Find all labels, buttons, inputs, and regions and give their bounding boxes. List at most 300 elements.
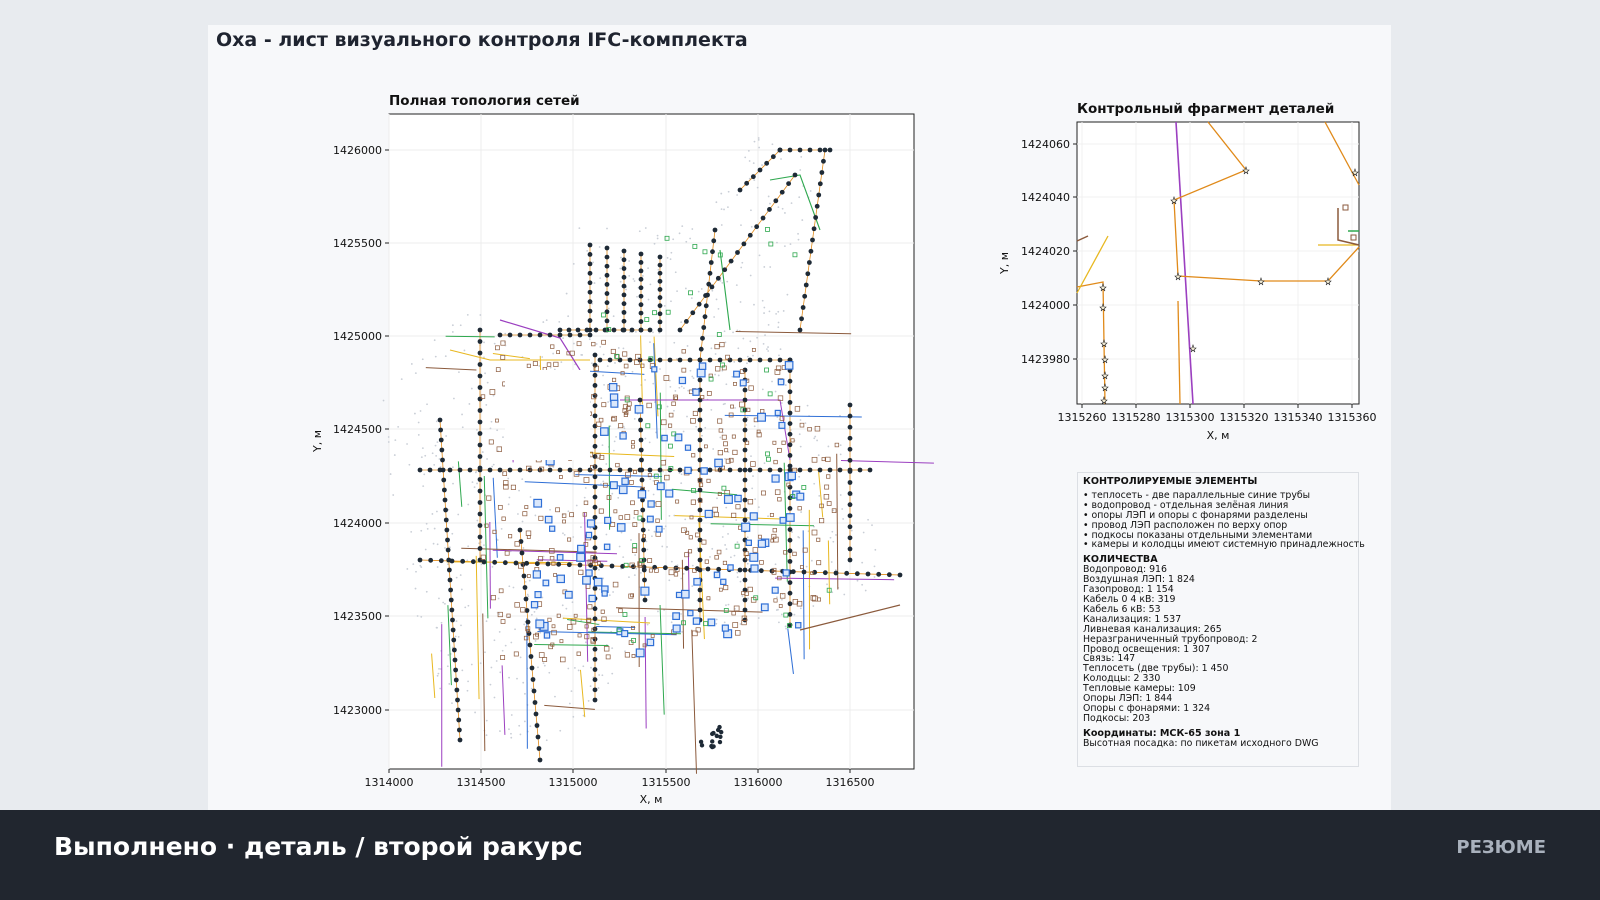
background-point bbox=[769, 203, 771, 205]
background-point bbox=[426, 403, 428, 405]
heat-chamber-marker bbox=[611, 400, 618, 407]
pole-marker bbox=[530, 666, 535, 671]
background-point bbox=[445, 355, 447, 357]
heat-chamber-marker bbox=[740, 380, 746, 386]
background-point bbox=[572, 601, 574, 603]
legend-panel bbox=[1077, 472, 1365, 767]
pole-marker bbox=[678, 358, 683, 363]
pole-marker bbox=[743, 468, 748, 473]
summary-badge[interactable]: РЕЗЮМЕ bbox=[1456, 837, 1546, 858]
background-point bbox=[458, 371, 460, 373]
pole-marker bbox=[678, 468, 683, 473]
background-point bbox=[578, 227, 580, 229]
background-point bbox=[611, 647, 613, 649]
pole-marker bbox=[708, 468, 713, 473]
pole-marker bbox=[567, 328, 572, 333]
background-point bbox=[494, 639, 496, 641]
background-point bbox=[435, 356, 437, 358]
background-point bbox=[529, 580, 531, 582]
background-point bbox=[423, 473, 425, 475]
pole-marker bbox=[703, 314, 708, 319]
pole-marker bbox=[788, 548, 793, 553]
heat-chamber-marker bbox=[796, 623, 801, 628]
background-point bbox=[758, 147, 760, 149]
background-point bbox=[676, 290, 678, 292]
heat-chamber-marker bbox=[682, 590, 689, 597]
pole-marker bbox=[638, 418, 643, 423]
pole-marker bbox=[639, 277, 644, 282]
heat-chamber-marker bbox=[543, 580, 549, 586]
background-point bbox=[534, 515, 536, 517]
pole-marker bbox=[858, 468, 863, 473]
pole-marker bbox=[593, 606, 598, 611]
heat-chamber-marker bbox=[734, 371, 740, 377]
pole-marker bbox=[593, 657, 598, 662]
background-point bbox=[548, 672, 550, 674]
background-point bbox=[438, 598, 440, 600]
background-point bbox=[586, 250, 588, 252]
pole-marker bbox=[876, 572, 881, 577]
background-point bbox=[394, 439, 396, 441]
background-point bbox=[467, 690, 469, 692]
background-point bbox=[401, 378, 403, 380]
background-point bbox=[510, 737, 512, 739]
background-point bbox=[840, 454, 842, 456]
background-point bbox=[758, 139, 760, 141]
background-point bbox=[621, 532, 623, 534]
background-point bbox=[668, 579, 670, 581]
background-point bbox=[424, 455, 426, 457]
background-point bbox=[812, 605, 814, 607]
heat-chamber-marker bbox=[544, 633, 549, 638]
pole-marker bbox=[698, 508, 703, 513]
background-point bbox=[606, 534, 608, 536]
background-point bbox=[754, 141, 756, 143]
background-point bbox=[521, 478, 523, 480]
pole-marker bbox=[778, 148, 783, 153]
background-point bbox=[600, 397, 602, 399]
background-point bbox=[776, 242, 778, 244]
background-point bbox=[483, 544, 485, 546]
background-point bbox=[652, 331, 654, 333]
background-point bbox=[791, 202, 793, 204]
pole-marker bbox=[821, 159, 826, 164]
heat-chamber-marker bbox=[666, 490, 673, 497]
pole-marker bbox=[778, 468, 783, 473]
background-point bbox=[724, 544, 726, 546]
pole-marker bbox=[520, 551, 525, 556]
background-point bbox=[491, 421, 493, 423]
legend-element-item: • теплосеть - две параллельные синие трубы bbox=[1083, 489, 1311, 501]
background-point bbox=[607, 682, 609, 684]
background-point bbox=[811, 560, 813, 562]
background-point bbox=[650, 283, 652, 285]
background-point bbox=[775, 391, 777, 393]
legend-elements-list bbox=[1083, 489, 1365, 551]
footer-bar bbox=[0, 810, 1600, 900]
pole-marker bbox=[738, 358, 743, 363]
pole-marker bbox=[828, 468, 833, 473]
background-point bbox=[651, 535, 653, 537]
heat-chamber-marker bbox=[750, 513, 757, 520]
background-point bbox=[483, 341, 485, 343]
background-point bbox=[680, 321, 682, 323]
background-point bbox=[831, 591, 833, 593]
empty-area bbox=[505, 370, 590, 460]
background-point bbox=[861, 562, 863, 564]
background-point bbox=[451, 702, 453, 704]
background-point bbox=[569, 703, 571, 705]
background-point bbox=[762, 300, 764, 302]
pole-marker bbox=[658, 358, 663, 363]
pole-marker bbox=[788, 442, 793, 447]
pole-marker bbox=[593, 677, 598, 682]
background-point bbox=[778, 621, 780, 623]
pole-marker bbox=[848, 414, 853, 419]
heat-chamber-marker bbox=[610, 384, 617, 391]
heat-chamber-marker bbox=[685, 467, 691, 473]
background-point bbox=[523, 547, 525, 549]
background-point bbox=[573, 343, 575, 345]
background-point bbox=[502, 436, 504, 438]
x-tick-label: 1315260 bbox=[1057, 411, 1107, 424]
pole-marker bbox=[848, 469, 853, 474]
background-point bbox=[420, 566, 422, 568]
background-point bbox=[458, 636, 460, 638]
background-point bbox=[645, 227, 647, 229]
background-point bbox=[782, 208, 784, 210]
background-point bbox=[716, 497, 718, 499]
background-point bbox=[602, 375, 604, 377]
background-point bbox=[541, 597, 543, 599]
background-point bbox=[460, 574, 462, 576]
pole-marker bbox=[538, 758, 543, 763]
legend-count-item: Опоры с фонарями: 1 324 bbox=[1083, 702, 1211, 714]
pole-marker bbox=[798, 468, 803, 473]
background-point bbox=[740, 267, 742, 269]
background-point bbox=[772, 143, 774, 145]
heat-chamber-marker bbox=[775, 410, 780, 415]
pole-marker bbox=[641, 528, 646, 533]
background-point bbox=[750, 455, 752, 457]
background-point bbox=[529, 725, 531, 727]
pole-marker bbox=[855, 571, 860, 576]
pole-marker bbox=[599, 563, 604, 568]
background-point bbox=[567, 668, 569, 670]
pole-marker bbox=[788, 506, 793, 511]
background-point bbox=[451, 533, 453, 535]
pole-marker bbox=[448, 468, 453, 473]
background-point bbox=[596, 343, 598, 345]
background-point bbox=[438, 668, 440, 670]
background-point bbox=[624, 427, 626, 429]
pole-marker bbox=[598, 358, 603, 363]
pole-marker bbox=[488, 468, 493, 473]
background-point bbox=[474, 486, 476, 488]
background-point bbox=[753, 304, 755, 306]
pole-marker bbox=[537, 746, 542, 751]
background-point bbox=[778, 354, 780, 356]
background-point bbox=[617, 497, 619, 499]
background-point bbox=[721, 224, 723, 226]
pole-marker bbox=[594, 328, 599, 333]
background-point bbox=[840, 444, 842, 446]
background-point bbox=[681, 386, 683, 388]
background-point bbox=[452, 483, 454, 485]
background-point bbox=[572, 716, 574, 718]
background-point bbox=[751, 487, 753, 489]
background-point bbox=[691, 297, 693, 299]
background-point bbox=[539, 632, 541, 634]
background-point bbox=[437, 441, 439, 443]
pole-marker bbox=[711, 238, 716, 243]
background-point bbox=[867, 519, 869, 521]
background-point bbox=[721, 208, 723, 210]
background-point bbox=[543, 662, 545, 664]
heat-chamber-marker bbox=[699, 363, 705, 369]
y-tick-label: 1423980 bbox=[1021, 353, 1070, 366]
background-point bbox=[598, 687, 600, 689]
legend-count-item: Неразграниченный трубопровод: 2 bbox=[1083, 633, 1258, 645]
pole-marker bbox=[478, 558, 483, 563]
pole-marker bbox=[639, 438, 644, 443]
heat-chamber-marker bbox=[742, 523, 750, 531]
background-point bbox=[436, 627, 438, 629]
pole-marker bbox=[788, 580, 793, 585]
pole-marker bbox=[823, 570, 828, 575]
pole-marker bbox=[728, 468, 733, 473]
sheet-title: Оха - лист визуального контроля IFC-комплекта bbox=[216, 29, 748, 51]
background-point bbox=[602, 481, 604, 483]
utility-line bbox=[490, 522, 491, 609]
background-point bbox=[572, 536, 574, 538]
pole-marker bbox=[605, 246, 610, 251]
pole-marker bbox=[799, 316, 804, 321]
background-point bbox=[481, 563, 483, 565]
background-point bbox=[406, 568, 408, 570]
pole-marker bbox=[698, 428, 703, 433]
pole-marker bbox=[588, 290, 593, 295]
pole-marker bbox=[808, 148, 813, 153]
background-point bbox=[635, 331, 637, 333]
background-point bbox=[763, 307, 765, 309]
background-point bbox=[435, 445, 437, 447]
heat-chamber-marker bbox=[685, 445, 690, 450]
heat-chamber-marker bbox=[688, 611, 693, 616]
background-point bbox=[671, 621, 673, 623]
pole-marker bbox=[898, 573, 903, 578]
background-point bbox=[410, 531, 412, 533]
background-point bbox=[711, 548, 713, 550]
pole-marker bbox=[698, 598, 703, 603]
background-point bbox=[666, 546, 668, 548]
background-point bbox=[726, 548, 728, 550]
background-point bbox=[422, 485, 424, 487]
background-point bbox=[487, 382, 489, 384]
x-tick-label: 1316500 bbox=[825, 776, 875, 789]
pole-marker bbox=[678, 328, 683, 333]
pole-marker bbox=[457, 728, 462, 733]
pole-marker bbox=[868, 468, 873, 473]
background-point bbox=[412, 563, 414, 565]
background-point bbox=[725, 341, 727, 343]
pole-marker bbox=[741, 241, 746, 246]
pole-marker bbox=[698, 588, 703, 593]
background-point bbox=[761, 164, 763, 166]
background-point bbox=[723, 403, 725, 405]
background-point bbox=[411, 363, 413, 365]
pole-marker bbox=[593, 515, 598, 520]
background-point bbox=[599, 588, 601, 590]
heat-chamber-marker bbox=[589, 595, 595, 601]
background-point bbox=[725, 383, 727, 385]
pole-marker bbox=[508, 333, 513, 338]
heat-chamber-marker bbox=[636, 649, 644, 657]
background-point bbox=[793, 614, 795, 616]
legend-counts-heading: КОЛИЧЕСТВА bbox=[1083, 554, 1158, 566]
heat-chamber-marker bbox=[635, 406, 643, 414]
background-point bbox=[549, 509, 551, 511]
pole-marker bbox=[440, 458, 445, 463]
pole-marker bbox=[848, 558, 853, 563]
pole-marker bbox=[743, 438, 748, 443]
pole-marker bbox=[453, 668, 458, 673]
background-point bbox=[484, 651, 486, 653]
background-point bbox=[546, 739, 548, 741]
heat-chamber-marker bbox=[761, 604, 768, 611]
background-point bbox=[486, 734, 488, 736]
background-point bbox=[683, 431, 685, 433]
heat-chamber-marker bbox=[534, 499, 542, 507]
background-point bbox=[408, 464, 410, 466]
background-point bbox=[725, 604, 727, 606]
background-point bbox=[613, 315, 615, 317]
background-point bbox=[740, 301, 742, 303]
pole-marker bbox=[631, 564, 636, 569]
pole-marker bbox=[536, 735, 541, 740]
background-point bbox=[464, 350, 466, 352]
pole-marker bbox=[454, 688, 459, 693]
background-point bbox=[437, 673, 439, 675]
heat-chamber-marker bbox=[662, 435, 667, 440]
background-point bbox=[437, 543, 439, 545]
pole-marker bbox=[848, 535, 853, 540]
background-point bbox=[476, 429, 478, 431]
pole-marker bbox=[798, 328, 803, 333]
heat-chamber-marker bbox=[620, 433, 626, 439]
pole-marker bbox=[538, 333, 543, 338]
pole-marker bbox=[621, 328, 626, 333]
background-point bbox=[678, 387, 680, 389]
background-point bbox=[719, 437, 721, 439]
pole-marker bbox=[605, 282, 610, 287]
pole-marker bbox=[744, 181, 749, 186]
background-point bbox=[471, 664, 473, 666]
legend-element-item: • водопровод - отдельная зелёная линия bbox=[1083, 499, 1289, 511]
background-point bbox=[669, 515, 671, 517]
pole-marker bbox=[532, 689, 537, 694]
background-point bbox=[749, 160, 751, 162]
background-point bbox=[830, 537, 832, 539]
heat-chamber-marker bbox=[605, 517, 611, 523]
background-point bbox=[625, 289, 627, 291]
legend-count-item: Колодцы: 2 330 bbox=[1083, 673, 1161, 685]
background-point bbox=[442, 602, 444, 604]
background-point bbox=[813, 437, 815, 439]
heat-chamber-marker bbox=[785, 362, 793, 370]
background-point bbox=[767, 346, 769, 348]
background-point bbox=[807, 405, 809, 407]
heat-chamber-marker bbox=[587, 520, 594, 527]
background-point bbox=[818, 454, 820, 456]
pole-marker bbox=[588, 280, 593, 285]
background-point bbox=[685, 288, 687, 290]
background-point bbox=[670, 252, 672, 254]
legend-count-item: Опоры ЛЭП: 1 844 bbox=[1083, 693, 1173, 705]
y-tick-label: 1424060 bbox=[1021, 138, 1070, 151]
background-point bbox=[799, 169, 801, 171]
background-point bbox=[550, 367, 552, 369]
pole-marker bbox=[642, 568, 647, 573]
background-point bbox=[649, 341, 651, 343]
pole-marker bbox=[717, 725, 721, 729]
background-point bbox=[603, 384, 605, 386]
heat-chamber-marker bbox=[750, 553, 758, 561]
pole-marker bbox=[534, 712, 539, 717]
pole-marker bbox=[700, 336, 705, 341]
background-point bbox=[585, 487, 587, 489]
heat-chamber-marker bbox=[697, 369, 705, 377]
pole-marker bbox=[688, 358, 693, 363]
background-point bbox=[633, 517, 635, 519]
background-point bbox=[582, 665, 584, 667]
background-point bbox=[618, 347, 620, 349]
pole-marker bbox=[708, 358, 713, 363]
pole-marker bbox=[754, 224, 759, 229]
background-point bbox=[466, 559, 468, 561]
background-point bbox=[742, 338, 744, 340]
pole-marker bbox=[641, 538, 646, 543]
background-point bbox=[456, 577, 458, 579]
background-point bbox=[562, 337, 564, 339]
background-point bbox=[775, 563, 777, 565]
background-point bbox=[418, 422, 420, 424]
background-point bbox=[447, 665, 449, 667]
background-point bbox=[501, 528, 503, 530]
background-point bbox=[508, 677, 510, 679]
background-point bbox=[432, 452, 434, 454]
pole-marker bbox=[593, 698, 598, 703]
main-plot-title: Полная топология сетей bbox=[389, 93, 580, 109]
background-point bbox=[690, 370, 692, 372]
background-point bbox=[634, 554, 636, 556]
background-point bbox=[508, 497, 510, 499]
background-point bbox=[740, 623, 742, 625]
pole-marker bbox=[478, 351, 483, 356]
background-point bbox=[798, 196, 800, 198]
footer-title: Выполнено · деталь / второй ракурс bbox=[54, 832, 583, 861]
pole-marker bbox=[758, 468, 763, 473]
y-tick-label: 1425000 bbox=[333, 330, 382, 343]
pole-marker bbox=[812, 570, 817, 575]
pole-marker bbox=[449, 598, 454, 603]
background-point bbox=[667, 406, 669, 408]
heat-chamber-marker bbox=[722, 625, 728, 631]
pole-marker bbox=[588, 318, 593, 323]
background-point bbox=[511, 714, 513, 716]
background-point bbox=[462, 426, 464, 428]
pole-marker bbox=[528, 643, 533, 648]
